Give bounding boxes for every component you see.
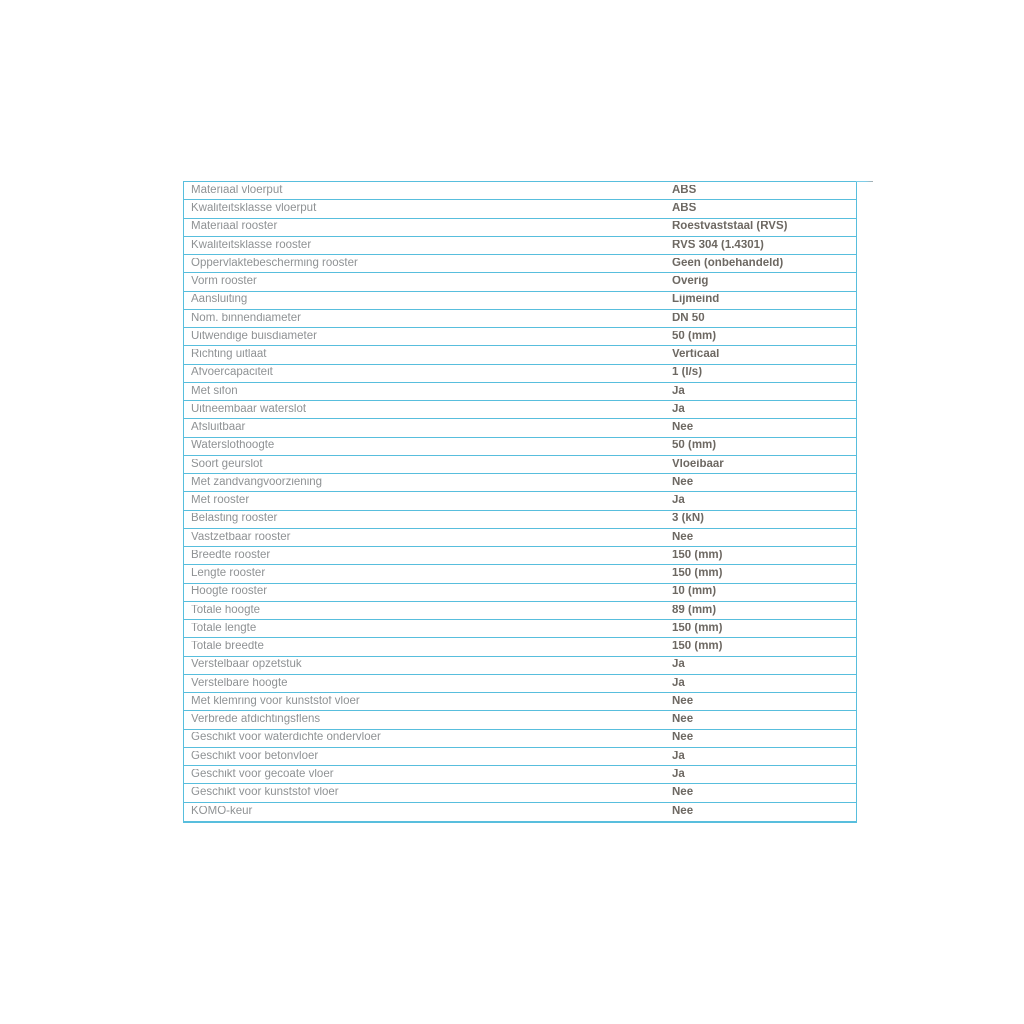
spec-value: Ja [672, 495, 685, 507]
spec-label: Verstelbare hoogte [191, 677, 288, 689]
table-row [184, 584, 856, 602]
table-row [184, 419, 856, 437]
spec-value: Verticaal [672, 349, 720, 361]
table-row [184, 638, 856, 656]
spec-value: Vloeibaar [672, 458, 724, 470]
table-row [184, 346, 856, 364]
spec-value: DN 50 [672, 312, 705, 324]
spec-label: Vastzetbaar rooster [191, 531, 291, 543]
spec-label: Met rooster [191, 495, 250, 507]
spec-label: Materiaal rooster [191, 221, 278, 233]
spec-label: Geschikt voor betonvloer [191, 750, 319, 762]
table-row [184, 547, 856, 565]
table-row [184, 200, 856, 218]
spec-value: Nee [672, 695, 694, 707]
spec-label: Totale lengte [191, 622, 257, 634]
spec-value: 50 (mm) [672, 440, 717, 452]
table-row [184, 219, 856, 237]
spec-value: Overig [672, 276, 709, 288]
spec-label: Met sifon [191, 385, 238, 397]
spec-label: Geschikt voor gecoate vloer [191, 768, 334, 780]
spec-value: 89 (mm) [672, 604, 717, 616]
spec-value: Ja [672, 385, 685, 397]
table-row [184, 182, 856, 200]
spec-value: Nee [672, 531, 694, 543]
spec-label: Vorm rooster [191, 276, 257, 288]
table-row [184, 784, 856, 802]
table-row [184, 310, 856, 328]
table-row [184, 255, 856, 273]
spec-label: Verstelbaar opzetstuk [191, 659, 302, 671]
table-top-edge-tick [856, 181, 873, 182]
spec-value: ABS [672, 184, 697, 196]
spec-value: Ja [672, 659, 685, 671]
spec-label: Waterslothoogte [191, 440, 275, 452]
spec-label: Totale hoogte [191, 604, 261, 616]
spec-label: Totale breedte [191, 641, 264, 653]
spec-value: Ja [672, 750, 685, 762]
spec-label: Hoogte rooster [191, 586, 268, 598]
table-row [184, 748, 856, 766]
table-row [184, 511, 856, 529]
spec-value: 150 (mm) [672, 549, 723, 561]
table-row [184, 292, 856, 310]
spec-label: Met klemring voor kunststof vloer [191, 695, 360, 707]
table-row [184, 328, 856, 346]
spec-label: Oppervlaktebescherming rooster [191, 257, 358, 269]
spec-value: 1 (l/s) [672, 367, 703, 379]
table-row [184, 675, 856, 693]
spec-value: 10 (mm) [672, 586, 717, 598]
spec-value: ABS [672, 203, 697, 215]
table-row [184, 365, 856, 383]
table-row [184, 273, 856, 291]
spec-label: Lengte rooster [191, 568, 266, 580]
table-row [184, 620, 856, 638]
spec-value: 150 (mm) [672, 641, 723, 653]
spec-label: Aansluiting [191, 294, 248, 306]
spec-value: Lijmeind [672, 294, 720, 306]
table-row [184, 456, 856, 474]
spec-value: Nee [672, 714, 694, 726]
spec-value: Geen (onbehandeld) [672, 257, 784, 269]
spec-label: Met zandvangvoorziening [191, 476, 323, 488]
spec-value: 150 (mm) [672, 568, 723, 580]
spec-label: KOMO-keur [191, 805, 253, 817]
spec-value: Ja [672, 677, 685, 689]
spec-value: 3 (kN) [672, 513, 704, 525]
table-row [184, 693, 856, 711]
spec-value: Ja [672, 403, 685, 415]
table-row [184, 730, 856, 748]
spec-value: Nee [672, 422, 694, 434]
product-spec-table [183, 181, 857, 823]
spec-label: Richting uitlaat [191, 349, 267, 361]
table-row [184, 657, 856, 675]
spec-label: Belasting rooster [191, 513, 278, 525]
spec-label: Breedte rooster [191, 549, 271, 561]
spec-value: Nee [672, 787, 694, 799]
spec-value: Nee [672, 732, 694, 744]
table-row [184, 438, 856, 456]
spec-value: 50 (mm) [672, 330, 717, 342]
spec-label: Afvoercapaciteit [191, 367, 273, 379]
spec-label: Uitwendige buisdiameter [191, 330, 317, 342]
table-row [184, 401, 856, 419]
table-row [184, 602, 856, 620]
table-row [184, 237, 856, 255]
spec-value: 150 (mm) [672, 622, 723, 634]
spec-label: Uitneembaar waterslot [191, 403, 307, 415]
spec-value: RVS 304 (1.4301) [672, 239, 764, 251]
spec-value: Roestvaststaal (RVS) [672, 221, 788, 233]
spec-label: Geschikt voor kunststof vloer [191, 787, 339, 799]
spec-value: Ja [672, 768, 685, 780]
table-row [184, 474, 856, 492]
spec-label: Materiaal vloerput [191, 184, 283, 196]
spec-label: Soort geurslot [191, 458, 263, 470]
spec-value: Nee [672, 476, 694, 488]
table-row [184, 803, 856, 821]
spec-label: Afsluitbaar [191, 422, 246, 434]
table-row [184, 529, 856, 547]
spec-label: Geschikt voor waterdichte ondervloer [191, 732, 381, 744]
table-row [184, 383, 856, 401]
table-row [184, 766, 856, 784]
spec-label: Nom. binnendiameter [191, 312, 301, 324]
spec-label: Verbrede afdichtingsflens [191, 714, 321, 726]
spec-label: Kwaliteitsklasse rooster [191, 239, 312, 251]
spec-label: Kwaliteitsklasse vloerput [191, 203, 317, 215]
table-row [184, 492, 856, 510]
table-row [184, 711, 856, 729]
spec-value: Nee [672, 805, 694, 817]
table-row [184, 565, 856, 583]
